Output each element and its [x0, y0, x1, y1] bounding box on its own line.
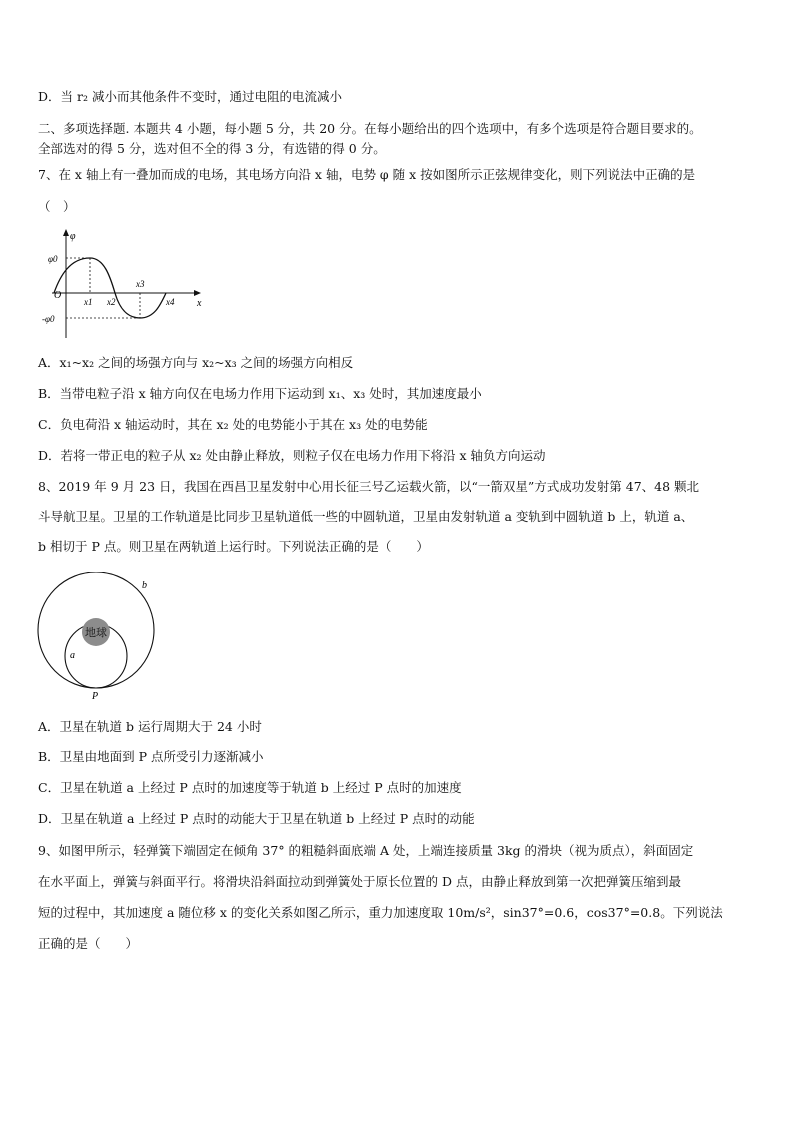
sine-curve [54, 258, 166, 318]
q9-stem-line-1: 9、如图甲所示，轻弹簧下端固定在倾角 37° 的粗糙斜面底端 A 处，上端连接质量 3kg 的滑块（视为质点），斜面固定 [38, 843, 694, 858]
earth-label: 地球 [85, 627, 107, 639]
q7-option-d: D．若将一带正电的粒子从 x₂ 处由静止释放，则粒子仅在电场力作用下将沿 x 轴负方向运动 [38, 448, 546, 463]
q8-stem-line-1: 8、2019 年 9 月 23 日，我国在西昌卫星发射中心用长征三号乙运载火箭，以“一箭双星”方式成功发射第 47、48 颗北 [38, 479, 700, 494]
q7-option-b: B．当带电粒子沿 x 轴方向仅在电场力作用下运动到 x₁、x₃ 处时，其加速度最小 [38, 386, 482, 401]
neg-phi0-label: -φ0 [42, 314, 55, 324]
q7-stem-line-1: 7、在 x 轴上有一叠加而成的电场，其电场方向沿 x 轴，电势 φ 随 x 按如图所示正弦规律变化，则下列说法中正确的是 [38, 167, 696, 182]
q8-orbit-diagram [36, 572, 166, 702]
q8-option-b: B．卫星由地面到 P 点所受引力逐渐减小 [38, 749, 264, 764]
q9-stem-line-3: 短的过程中，其加速度 a 随位移 x 的变化关系如图乙所示，重力加速度取 10m/s²，sin37°=0.6，cos37°=0.8。下列说法 [38, 905, 723, 920]
q7-stem-line-2: （ ） [38, 199, 76, 214]
x2-label: x2 [107, 297, 116, 307]
q9-stem-line-2: 在水平面上，弹簧与斜面平行。将滑块沿斜面拉动到弹簧处于原长位置的 D 点，由静止释放到第一次把弹簧压缩到最 [38, 874, 681, 889]
origin-label: O [54, 290, 62, 301]
x1-label: x1 [84, 297, 93, 307]
section-header-line-2: 全部选对的得 5 分，选对但不全的得 3 分，有选错的得 0 分。 [38, 141, 386, 156]
prev-question-option-d: D．当 r₂ 减小而其他条件不变时，通过电阻的电流减小 [38, 89, 342, 104]
orbit-a-label: a [70, 650, 75, 661]
phi-axis-label: φ [70, 231, 76, 242]
q8-stem-line-3: b 相切于 P 点。则卫星在两轨道上运行时。下列说法正确的是（ ） [38, 539, 429, 554]
x3-label: x3 [136, 279, 145, 289]
x-axis-label: x [197, 298, 202, 309]
q8-stem-line-2: 斗导航卫星。卫星的工作轨道是比同步卫星轨道低一些的中圆轨道，卫星由发射轨道 a 变轨到中圆轨道 b 上，轨道 a、 [38, 509, 694, 524]
q8-option-d: D．卫星在轨道 a 上经过 P 点时的动能大于卫星在轨道 b 上经过 P 点时的动能 [38, 811, 475, 826]
orbit-b-label: b [142, 580, 147, 591]
q8-option-a: A．卫星在轨道 b 运行周期大于 24 小时 [38, 719, 262, 734]
x4-label: x4 [166, 297, 175, 307]
q7-option-a: A．x₁~x₂ 之间的场强方向与 x₂~x₃ 之间的场强方向相反 [38, 355, 354, 370]
q8-option-c: C．卫星在轨道 a 上经过 P 点时的加速度等于轨道 b 上经过 P 点时的加速度 [38, 780, 462, 795]
q9-stem-line-4: 正确的是（ ） [38, 936, 139, 951]
point-p-label: P [92, 691, 99, 702]
q7-potential-graph [40, 226, 205, 344]
section-header-line-1: 二、多项选择题. 本题共 4 小题，每小题 5 分，共 20 分。在每小题给出的四个选项中，有多个选项是符合题目要求的。 [38, 121, 702, 136]
q7-option-c: C．负电荷沿 x 轴运动时，其在 x₂ 处的电势能小于其在 x₃ 处的电势能 [38, 417, 428, 432]
phi0-label: φ0 [48, 254, 58, 264]
